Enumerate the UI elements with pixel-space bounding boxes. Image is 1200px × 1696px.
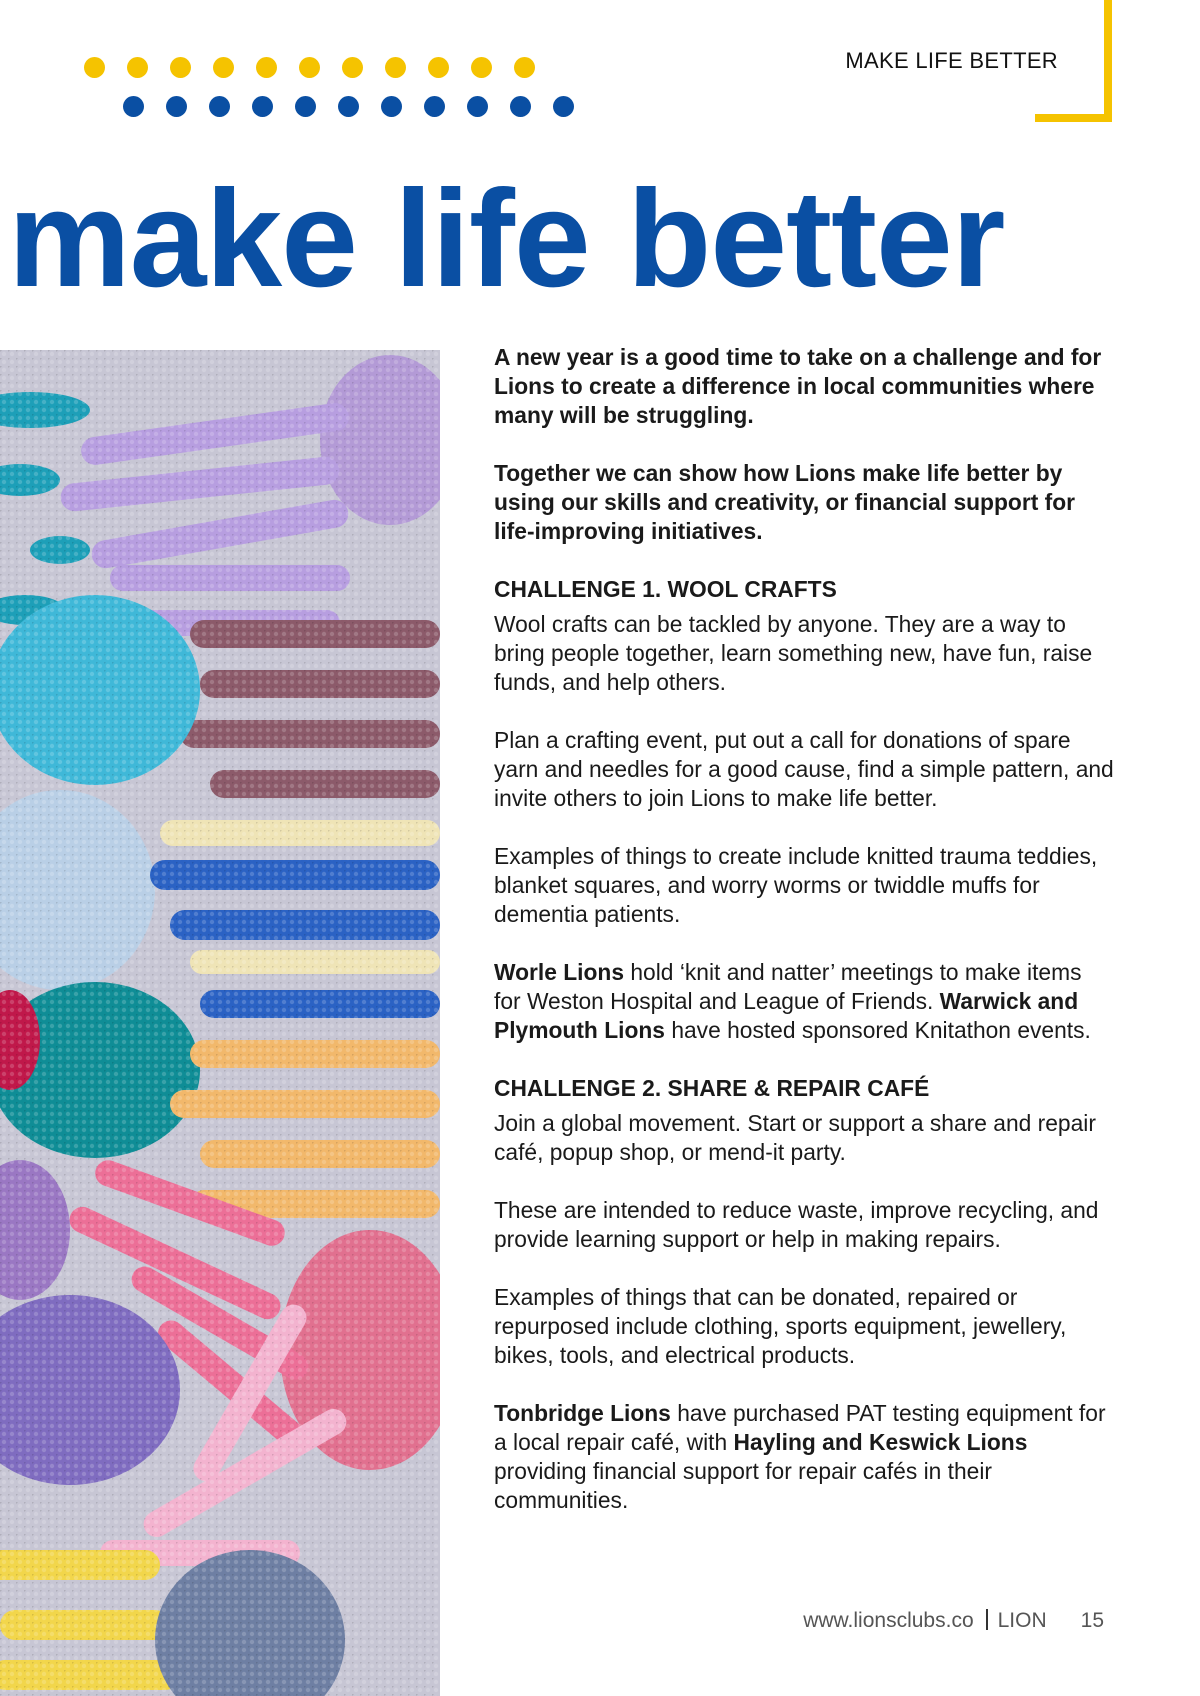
footer-magazine: LION — [997, 1609, 1047, 1632]
paragraph-text: hold ‘knit and natter’ meetings to make items for Weston Hospital and League of Friends. — [494, 959, 1082, 1014]
paragraph-text: providing financial support for repair cafés in their communities. — [494, 1458, 992, 1513]
page-footer — [803, 1609, 1104, 1633]
lead-paragraph: A new year is a good time to take on a challenge and for Lions to create a difference in local communities where many will be struggling. — [494, 344, 1102, 428]
page-number: 15 — [1080, 1609, 1104, 1632]
decorative-dot — [252, 96, 273, 117]
page-headline: make life better — [8, 162, 1005, 316]
lead-paragraph: Together we can show how Lions make life better by using our skills and creativity, or financial support for life-improving initiatives. — [494, 460, 1076, 544]
challenge-2-examples-paragraph — [494, 1399, 1114, 1515]
article-body — [494, 343, 1114, 1544]
challenge-2-paragraph: Examples of things that can be donated, repaired or repurposed include clothing, sports equipment, jewellery, bikes, tools, and electrical products. — [494, 1284, 1067, 1368]
challenge-1-paragraph: Plan a crafting event, put out a call for donations of spare yarn and needles for a good cause, find a simple pattern, and invite others to join Lions to make life better. — [494, 727, 1114, 811]
decorative-dot — [127, 57, 148, 78]
decorative-dot — [510, 96, 531, 117]
paragraph-text: have purchased PAT testing equipment for a local repair café, with — [494, 1400, 1106, 1455]
decorative-dot — [514, 57, 535, 78]
corner-bracket-decoration — [1035, 0, 1112, 122]
crochet-octopus-photo — [0, 350, 440, 1696]
challenge-2-paragraph: These are intended to reduce waste, improve recycling, and provide learning support or help in making repairs. — [494, 1197, 1099, 1252]
footer-separator — [986, 1609, 988, 1630]
challenge-1-paragraph: Examples of things to create include knitted trauma teddies, blanket squares, and worry worms or twiddle muffs for dementia patients. — [494, 843, 1098, 927]
challenge-1-paragraph: Wool crafts can be tackled by anyone. They are a way to bring people together, learn something new, have fun, raise funds, and help others. — [494, 611, 1093, 695]
club-name: Tonbridge Lions — [494, 1400, 671, 1426]
decorative-dot — [385, 57, 406, 78]
footer-url: www.lionsclubs.co — [803, 1609, 974, 1632]
challenge-1-heading: CHALLENGE 1. WOOL CRAFTS — [494, 576, 837, 602]
decorative-dot — [471, 57, 492, 78]
decorative-dot — [295, 96, 316, 117]
decorative-dot — [424, 96, 445, 117]
club-name: Hayling and Keswick Lions — [733, 1429, 1028, 1455]
decorative-dot — [299, 57, 320, 78]
decorative-dot — [166, 96, 187, 117]
section-tag: MAKE LIFE BETTER — [845, 48, 1058, 73]
challenge-2-paragraph: Join a global movement. Start or support a share and repair café, popup shop, or mend-it party. — [494, 1110, 1096, 1165]
challenge-2-heading: CHALLENGE 2. SHARE & REPAIR CAFÉ — [494, 1075, 930, 1101]
decorative-dot — [467, 96, 488, 117]
club-name: Warwick and Plymouth Lions — [494, 988, 1079, 1043]
paragraph-text: have hosted sponsored Knitathon events. — [664, 1017, 1091, 1043]
decorative-dot — [123, 96, 144, 117]
decorative-dot — [381, 96, 402, 117]
decorative-dot — [213, 57, 234, 78]
decorative-dot — [428, 57, 449, 78]
decorative-dot — [256, 57, 277, 78]
club-name: Worle Lions — [494, 959, 625, 985]
challenge-1-examples-paragraph — [494, 958, 1114, 1045]
decorative-dot — [170, 57, 191, 78]
decorative-dot — [84, 57, 105, 78]
decorative-dot — [553, 96, 574, 117]
decorative-dot — [209, 96, 230, 117]
decorative-dot — [342, 57, 363, 78]
decorative-dot — [338, 96, 359, 117]
